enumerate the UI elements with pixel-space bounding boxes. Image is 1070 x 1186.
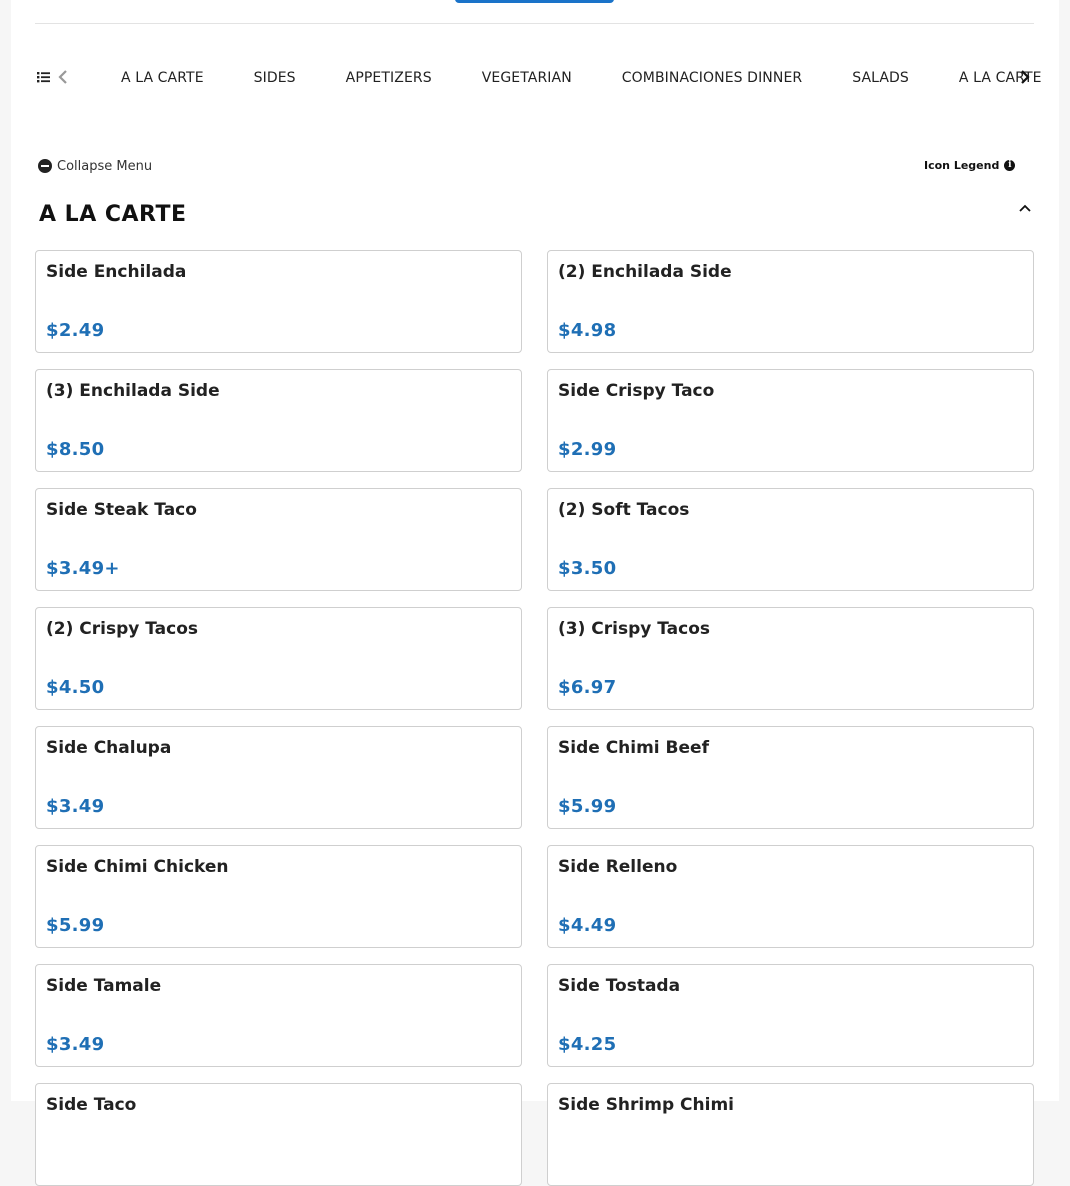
item-price: $4.49 bbox=[558, 915, 617, 936]
list-icon[interactable] bbox=[36, 68, 52, 86]
item-name: Side Shrimp Chimi bbox=[558, 1095, 734, 1115]
tab-salads[interactable]: SALADS bbox=[852, 70, 909, 86]
category-tabs bbox=[95, 60, 1042, 96]
item-name: Side Tostada bbox=[558, 976, 681, 996]
top-action-button[interactable] bbox=[455, 0, 614, 3]
item-price: $8.50 bbox=[46, 439, 105, 460]
item-name: Side Tamale bbox=[46, 976, 162, 996]
item-name: (2) Enchilada Side bbox=[558, 262, 732, 282]
item-name: (2) Soft Tacos bbox=[558, 500, 690, 520]
item-price: $3.49 bbox=[46, 796, 105, 817]
item-price: $2.99 bbox=[558, 439, 617, 460]
item-price: $4.25 bbox=[558, 1034, 617, 1055]
menu-item-card[interactable] bbox=[547, 845, 1034, 948]
item-name: Side Chimi Beef bbox=[558, 738, 709, 758]
item-price: $3.50 bbox=[558, 558, 617, 579]
menu-page bbox=[11, 0, 1059, 1115]
item-name: (3) Enchilada Side bbox=[46, 381, 220, 401]
item-name: Side Relleno bbox=[558, 857, 678, 877]
tab-a-la-carte-2[interactable]: A LA CARTE bbox=[958, 70, 1042, 86]
item-name: Side Chalupa bbox=[46, 738, 172, 758]
minus-circle-icon bbox=[38, 159, 52, 173]
item-price: $3.49+ bbox=[46, 558, 120, 579]
menu-item-card[interactable] bbox=[547, 250, 1034, 353]
collapse-menu-button[interactable] bbox=[38, 157, 152, 175]
menu-item-card[interactable] bbox=[35, 726, 522, 829]
item-price: $4.98 bbox=[558, 320, 617, 341]
info-icon: i bbox=[1004, 160, 1015, 171]
tab-vegetarian[interactable]: VEGETARIAN bbox=[481, 70, 572, 86]
menu-item-card[interactable] bbox=[35, 1083, 522, 1186]
item-name: Side Chimi Chicken bbox=[46, 857, 229, 877]
menu-item-card[interactable] bbox=[547, 607, 1034, 710]
menu-item-grid bbox=[35, 250, 1034, 1186]
menu-item-card[interactable] bbox=[35, 607, 522, 710]
chevron-up-icon[interactable] bbox=[1016, 200, 1034, 218]
item-price: $5.99 bbox=[558, 796, 617, 817]
icon-legend-button[interactable] bbox=[924, 157, 1015, 173]
menu-item-card[interactable] bbox=[547, 1083, 1034, 1186]
top-divider bbox=[35, 23, 1034, 24]
item-price: $2.49 bbox=[46, 320, 105, 341]
menu-item-card[interactable] bbox=[547, 964, 1034, 1067]
item-price: $6.97 bbox=[558, 677, 617, 698]
menu-item-card[interactable] bbox=[35, 845, 522, 948]
menu-item-card[interactable] bbox=[547, 369, 1034, 472]
item-price: $4.50 bbox=[46, 677, 105, 698]
tab-combinaciones-dinner[interactable]: COMBINACIONES DINNER bbox=[621, 70, 803, 86]
menu-item-card[interactable] bbox=[35, 964, 522, 1067]
menu-item-card[interactable] bbox=[547, 488, 1034, 591]
item-name: (3) Crispy Tacos bbox=[558, 619, 711, 639]
icon-legend-label: Icon Legend bbox=[924, 158, 1000, 172]
menu-item-card[interactable] bbox=[35, 250, 522, 353]
tab-sides[interactable]: SIDES bbox=[253, 70, 296, 86]
item-name: Side Taco bbox=[46, 1095, 137, 1115]
item-name: (2) Crispy Tacos bbox=[46, 619, 199, 639]
tab-appetizers[interactable]: APPETIZERS bbox=[345, 70, 432, 86]
menu-item-card[interactable] bbox=[35, 369, 522, 472]
tab-a-la-carte[interactable]: A LA CARTE bbox=[121, 70, 204, 86]
chevron-right-icon[interactable] bbox=[1016, 68, 1034, 86]
collapse-menu-label: Collapse Menu bbox=[57, 158, 153, 174]
menu-item-card[interactable] bbox=[35, 488, 522, 591]
item-name: Side Enchilada bbox=[46, 262, 187, 282]
item-name: Side Crispy Taco bbox=[558, 381, 715, 401]
category-nav bbox=[35, 60, 1042, 96]
item-name: Side Steak Taco bbox=[46, 500, 197, 520]
menu-item-card[interactable] bbox=[547, 726, 1034, 829]
section-title: A LA CARTE bbox=[39, 202, 187, 227]
item-price: $3.49 bbox=[46, 1034, 105, 1055]
item-price: $5.99 bbox=[46, 915, 105, 936]
chevron-left-icon[interactable] bbox=[56, 68, 72, 86]
